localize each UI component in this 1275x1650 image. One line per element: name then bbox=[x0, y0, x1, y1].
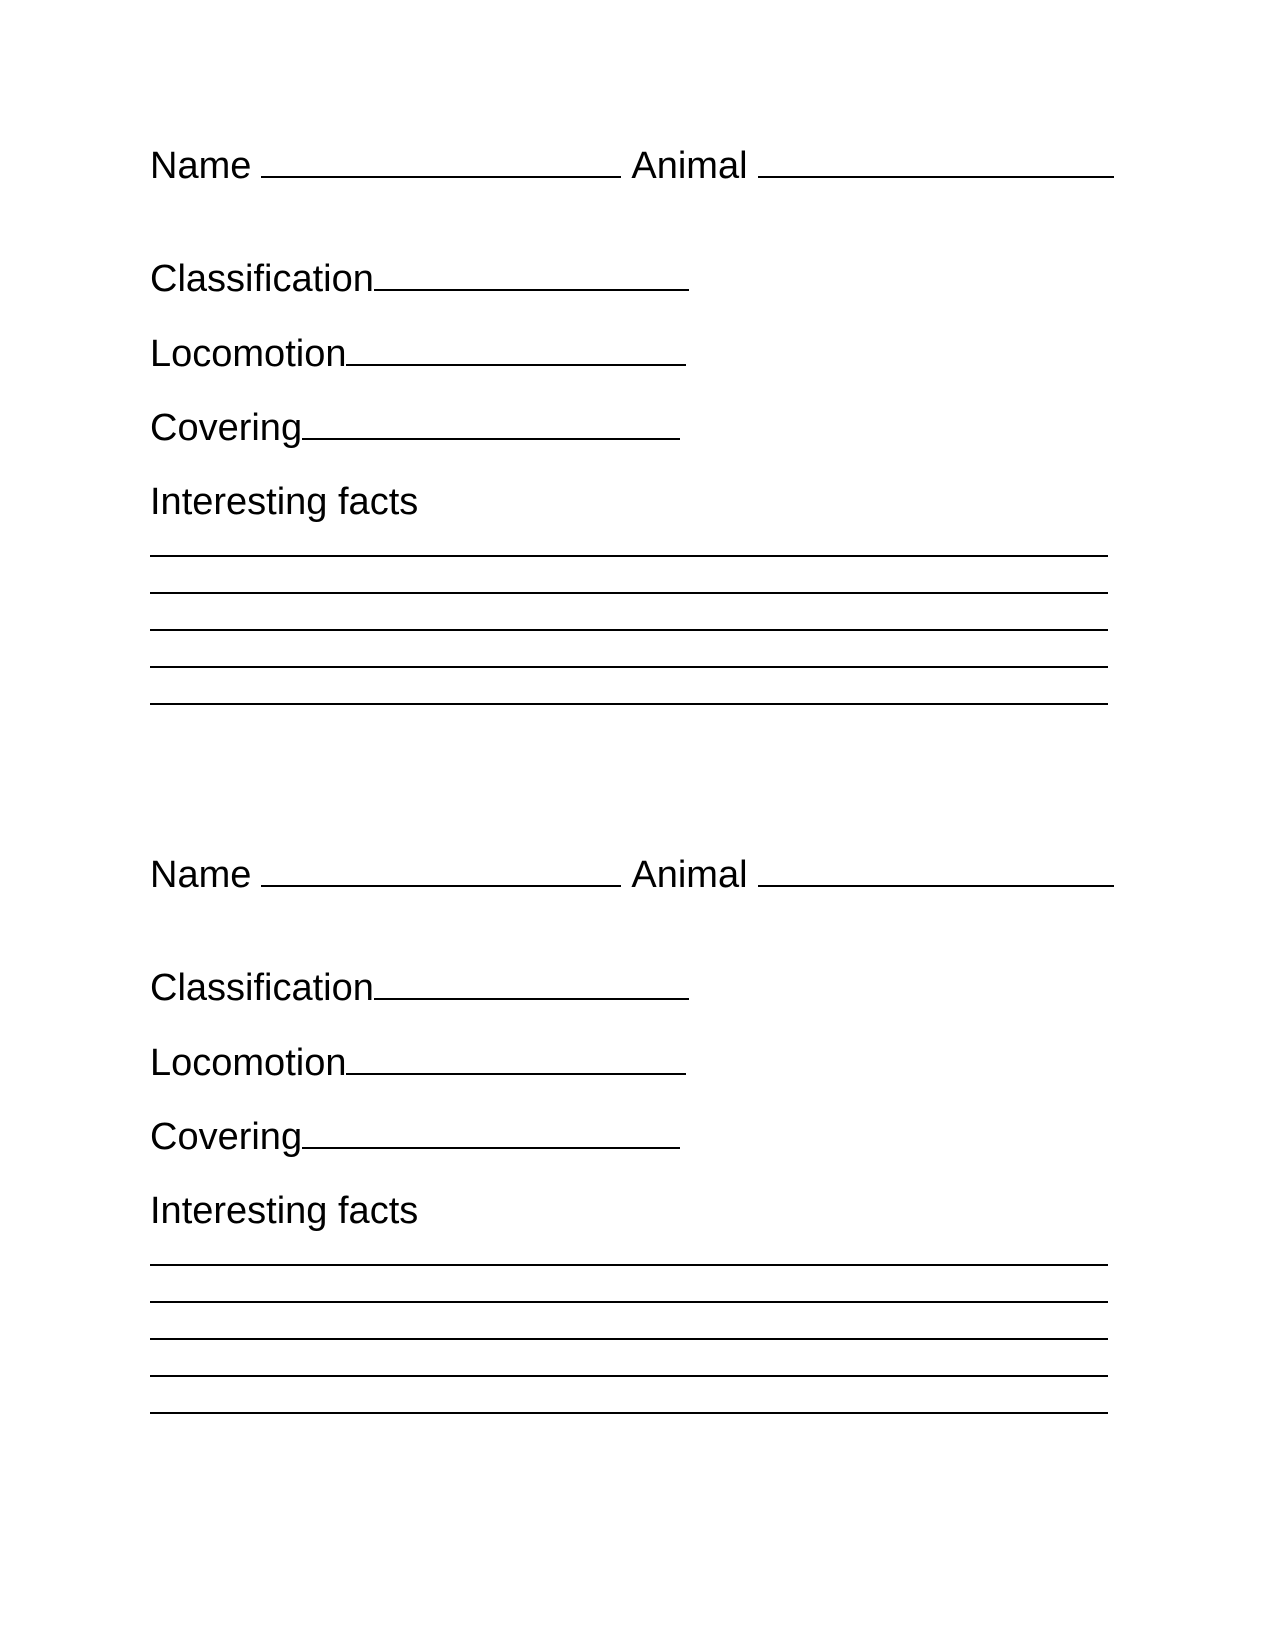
covering-label: Covering bbox=[150, 1116, 303, 1158]
animal-blank bbox=[758, 851, 1114, 887]
name-label: Name bbox=[150, 854, 252, 896]
fact-line bbox=[150, 1338, 1108, 1340]
name-blank bbox=[261, 851, 621, 887]
name-blank bbox=[261, 142, 621, 178]
covering-row bbox=[150, 1113, 680, 1160]
animal-form-2 bbox=[150, 709, 1110, 1309]
animal-blank bbox=[758, 142, 1114, 178]
locomotion-row bbox=[150, 1039, 686, 1086]
locomotion-label: Locomotion bbox=[150, 1042, 347, 1084]
fact-line bbox=[150, 1412, 1108, 1414]
locomotion-row bbox=[150, 330, 686, 377]
name-animal-row bbox=[150, 142, 1114, 189]
covering-blank bbox=[302, 1113, 680, 1149]
locomotion-label: Locomotion bbox=[150, 333, 347, 375]
locomotion-blank bbox=[346, 1039, 686, 1075]
covering-row bbox=[150, 404, 680, 451]
locomotion-blank bbox=[346, 330, 686, 366]
classification-blank bbox=[374, 255, 689, 291]
classification-label: Classification bbox=[150, 258, 374, 300]
classification-row bbox=[150, 964, 689, 1011]
name-animal-row bbox=[150, 851, 1114, 898]
animal-form-1 bbox=[150, 0, 1110, 600]
fact-line bbox=[150, 629, 1108, 631]
fact-line bbox=[150, 1375, 1108, 1377]
classification-label: Classification bbox=[150, 967, 374, 1009]
interesting-facts-row bbox=[150, 1188, 418, 1234]
interesting-facts-label: Interesting facts bbox=[150, 481, 419, 523]
fact-line bbox=[150, 592, 1108, 594]
fact-line bbox=[150, 666, 1108, 668]
classification-row bbox=[150, 255, 689, 302]
interesting-facts-row bbox=[150, 479, 418, 525]
covering-label: Covering bbox=[150, 407, 303, 449]
fact-line bbox=[150, 703, 1108, 705]
interesting-facts-label: Interesting facts bbox=[150, 1190, 419, 1232]
animal-label: Animal bbox=[631, 854, 748, 896]
covering-blank bbox=[302, 404, 680, 440]
fact-line bbox=[150, 1301, 1108, 1303]
classification-blank bbox=[374, 964, 689, 1000]
animal-label: Animal bbox=[631, 145, 748, 187]
fact-line bbox=[150, 1264, 1108, 1266]
name-label: Name bbox=[150, 145, 252, 187]
fact-line bbox=[150, 555, 1108, 557]
